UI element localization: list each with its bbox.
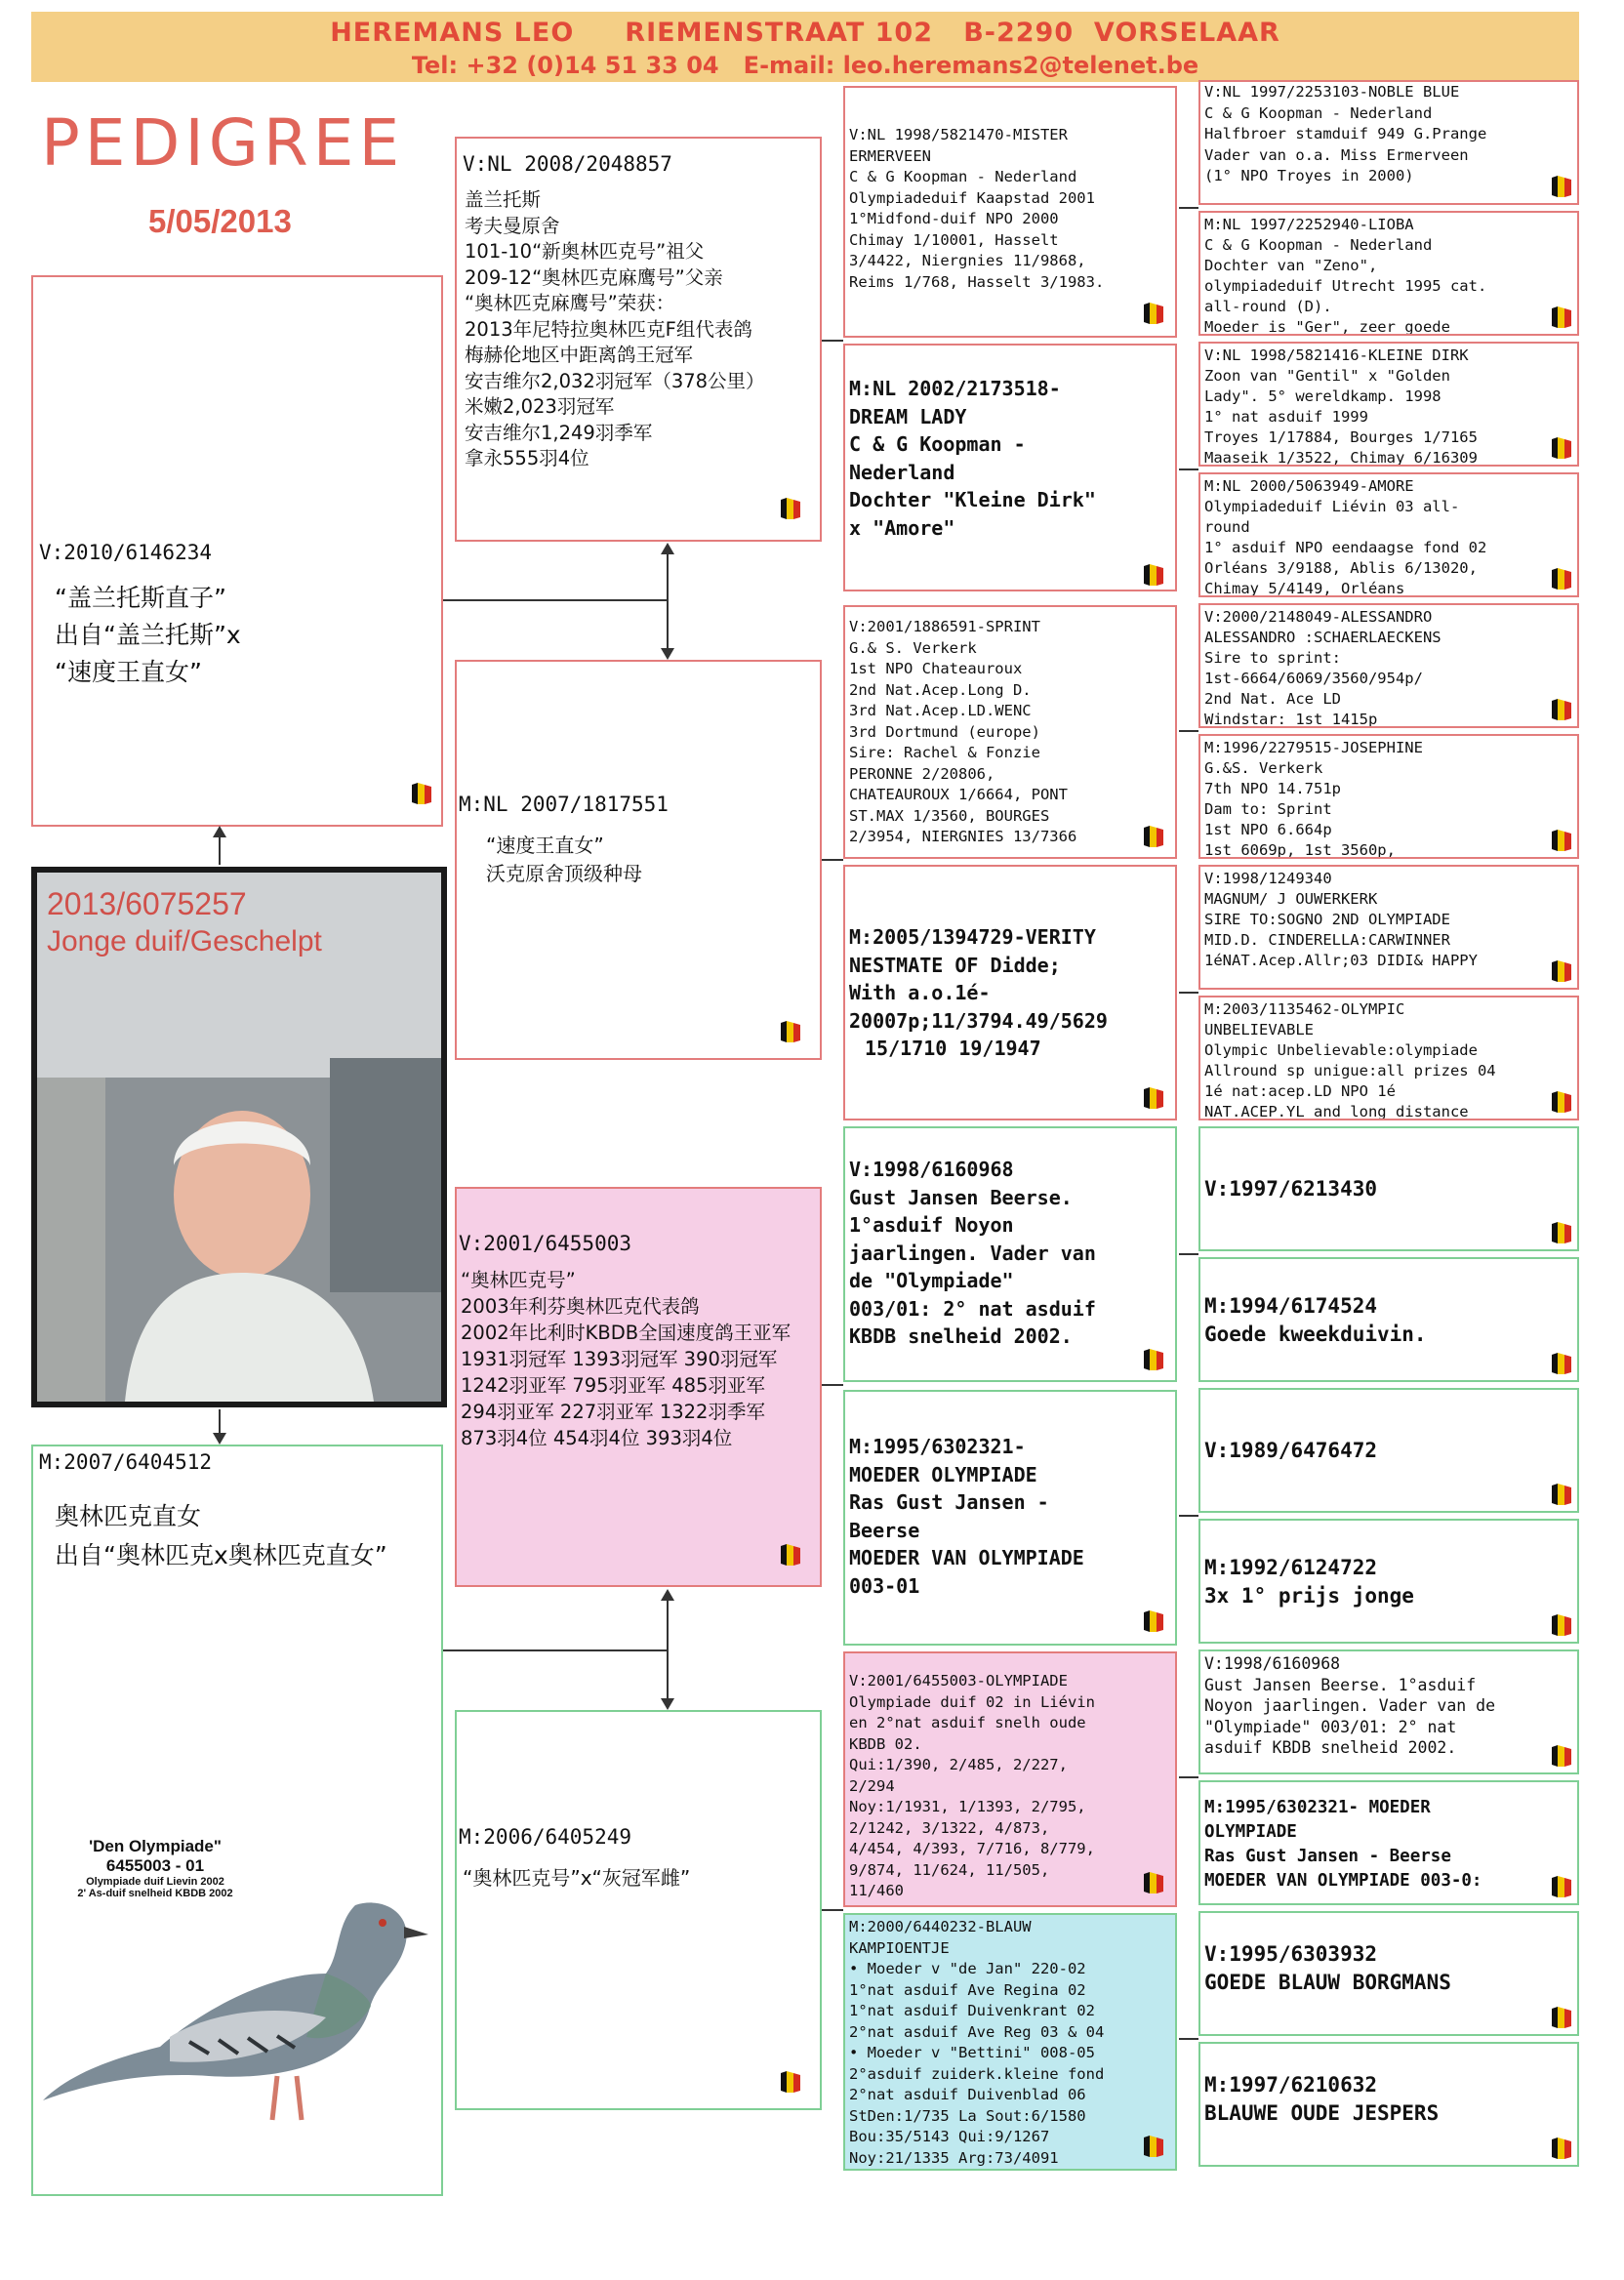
text-line: 1°nat asduif Duivenkrant 02: [849, 2002, 1095, 2019]
text-line: 7th NPO 14.751p: [1204, 780, 1341, 797]
belgian-flag-icon: [1550, 174, 1573, 199]
olympiade-note: Olympiade duif Lievin 2002: [86, 1876, 224, 1888]
belgian-flag-icon: [1142, 1085, 1165, 1111]
text-line: Chimay 5/4149, Orléans: [1204, 580, 1405, 597]
text-line: V:1998/6160968: [1204, 1654, 1341, 1673]
text-line: x "Amore": [849, 515, 955, 540]
belgian-flag-icon: [1550, 1351, 1573, 1376]
text-line: MID.D. CINDERELLA:CARWINNER: [1204, 931, 1450, 949]
connector-line: [1179, 468, 1198, 470]
gen4-card: [1198, 734, 1579, 859]
text-line: M:2000/6440232-BLAUW: [849, 1918, 1032, 1935]
text-line: V:1989/6476472: [1204, 1439, 1378, 1462]
text-line: NAT.ACEP.YL and long distance: [1204, 1103, 1469, 1120]
text-line: Windstar: 1st 1415p: [1204, 711, 1378, 728]
pedigree-date: 5/05/2013: [148, 203, 292, 239]
text-line: V:1998/6160968: [849, 1158, 1014, 1181]
text-line: 2°nat asduif Ave Reg 03 & 04: [849, 2022, 1105, 2041]
gen4-card: [1198, 603, 1579, 728]
breeder-address: HEREMANS LEO RIEMENSTRAAT 102 B-2290 VORSELAAR: [330, 18, 1280, 48]
text-line: 2nd Nat. Ace LD: [1204, 690, 1341, 708]
text-line: 1st 6069p, 1st 3560p,: [1204, 841, 1396, 859]
text-line: Vader van o.a. Miss Ermerveen: [1204, 145, 1469, 164]
sire-line: “速度王直女”: [55, 658, 202, 686]
sire-line: 出自“盖兰托斯”x: [55, 621, 241, 649]
note-line: “奥林匹克号”x“灰冠军雌”: [463, 1866, 691, 1890]
text-line: Dochter van "Zeno",: [1204, 257, 1378, 274]
text-line: Beerse: [849, 1518, 920, 1542]
note-line: “速度王直女”: [486, 834, 604, 857]
arrow-down-icon: [661, 1698, 674, 1710]
text-line: 1°asduif Noyon: [849, 1213, 1014, 1237]
text-line: asduif KBDB snelheid 2002.: [1204, 1738, 1457, 1757]
text-line: 4/454, 4/393, 7/716, 8/779,: [849, 1840, 1095, 1857]
text-line: Dochter "Kleine Dirk": [849, 488, 1096, 511]
arrow-down-icon: [213, 1433, 226, 1445]
connector-line: [1179, 2038, 1198, 2040]
arrow-down-icon: [661, 648, 674, 660]
gen4-text: [1204, 999, 1496, 1120]
note-line: 1931羽冠军 1393羽冠军 390羽冠军: [461, 1348, 778, 1370]
note-line: 1242羽亚军 795羽亚军 485羽亚军: [461, 1374, 765, 1397]
text-line: 3x 1° prijs jonge: [1204, 1584, 1414, 1608]
gen4-card: [1198, 2042, 1579, 2167]
text-line: C & G Koopman - Nederland: [1204, 103, 1433, 122]
gen4-card: [1198, 472, 1579, 597]
text-line: KAMPIOENTJE: [849, 1938, 950, 1957]
gen3-card: [843, 865, 1177, 1120]
dam-sire-notes: [461, 1267, 791, 1451]
sire-card: [31, 275, 443, 827]
belgian-flag-icon: [1550, 958, 1573, 984]
text-line: V:NL 1998/5821470-MISTER: [849, 126, 1068, 143]
connector-line: [443, 599, 668, 601]
gen4-card: [1198, 996, 1579, 1120]
arrow-up-icon: [661, 543, 674, 554]
connector-line: [1179, 1515, 1198, 1517]
text-line: 1st NPO 6.664p: [1204, 821, 1332, 838]
text-line: Qui:1/390, 2/485, 2/227,: [849, 1756, 1068, 1773]
note-line: 拿永555羽4位: [465, 447, 589, 469]
text-line: V:2001/1886591-SPRINT: [849, 618, 1040, 635]
gen3-card: [843, 1390, 1177, 1646]
text-line: en 2°nat asduif snelh oude: [849, 1714, 1086, 1731]
note-line: 209-12“奥林匹克麻鹰号”父亲: [465, 265, 723, 289]
text-line: Olympiadeduif Kaapstad 2001: [849, 188, 1095, 207]
belgian-flag-icon: [1550, 1220, 1573, 1245]
dam-dam-card: [455, 1710, 822, 2110]
text-line: M:1996/2279515-JOSEPHINE: [1204, 739, 1423, 756]
text-line: M:NL 2000/5063949-AMORE: [1204, 477, 1414, 495]
text-line: G.& S. Verkerk: [849, 638, 977, 657]
note-line: 盖兰托斯: [465, 188, 542, 211]
text-line: "Olympiade" 003/01: 2° nat: [1204, 1717, 1457, 1736]
gen4-text: [1204, 2071, 1439, 2128]
dam-dam-notes: [463, 1864, 690, 1893]
text-line: de "Olympiade": [849, 1269, 1014, 1292]
text-line: Olympic Unbelievable:olympiade: [1204, 1041, 1478, 1059]
text-line: Ras Gust Jansen - Beerse: [1204, 1847, 1451, 1866]
dam-line: 奥林匹克直女: [55, 1502, 202, 1530]
belgian-flag-icon: [1550, 1089, 1573, 1115]
text-line: jaarlingen. Vader van: [849, 1241, 1096, 1265]
text-line: M:1997/6210632: [1204, 2073, 1378, 2097]
gen4-text: [1204, 1175, 1377, 1203]
gen3-text: [849, 1917, 1104, 2169]
text-line: Lady". 5° wereldkamp. 1998: [1204, 387, 1441, 405]
text-line: MOEDER OLYMPIADE: [849, 1462, 1037, 1486]
connector-line: [1179, 992, 1198, 994]
text-line: UNBELIEVABLE: [1204, 1021, 1314, 1038]
gen4-card: [1198, 1911, 1579, 2036]
text-line: 003-01: [849, 1573, 920, 1598]
text-line: Maaseik 1/3522, Chimay 6/16309: [1204, 449, 1478, 467]
text-line: MAGNUM/ J OUWERKERK: [1204, 890, 1378, 908]
gen4-text: [1204, 346, 1478, 467]
gen4-text: [1204, 1437, 1377, 1465]
text-line: 2°nat asduif Duivenblad 06: [849, 2086, 1086, 2103]
gen3-card: [843, 86, 1177, 338]
sire-line: “盖兰托斯直子”: [55, 584, 226, 612]
text-line: round: [1204, 518, 1250, 536]
belgian-flag-icon: [1142, 562, 1165, 588]
gen4-card: [1198, 865, 1579, 990]
text-line: Bou:35/5143 Qui:9/1267: [849, 2128, 1050, 2145]
text-line: MOEDER VAN OLYMPIADE 003-0:: [1204, 1871, 1482, 1891]
gen4-card: [1198, 342, 1579, 467]
text-line: Dam to: Sprint: [1204, 800, 1332, 818]
sire-dam-ring: M:NL 2007/1817551: [459, 793, 669, 816]
text-line: Nederland: [849, 460, 955, 484]
connector-line: [667, 549, 669, 654]
gen4-card: [1198, 1388, 1579, 1513]
arrow-up-icon: [213, 826, 226, 837]
note-line: 梅赫伦地区中距离鸽王冠军: [465, 344, 694, 366]
belgian-flag-icon: [1550, 697, 1573, 722]
text-line: • Moeder v "Bettini" 008-05: [849, 2044, 1095, 2061]
gen3-card: [843, 1126, 1177, 1382]
connector-line: [443, 1649, 668, 1651]
gen3-text: [849, 1433, 1084, 1600]
belgian-flag-icon: [1550, 1743, 1573, 1769]
dam-card: [31, 1445, 443, 2196]
dam-sire-card: [455, 1187, 822, 1587]
connector-line: [667, 1595, 669, 1704]
text-line: all-round (D).: [1204, 298, 1332, 315]
text-line: 9/874, 11/624, 11/505,: [849, 1860, 1050, 1879]
text-line: 003/01: 2° nat asduif: [849, 1296, 1096, 1321]
text-line: PERONNE 2/20806,: [849, 764, 995, 783]
note-line: “奥林匹克号”: [461, 1269, 576, 1291]
gen3-text: [849, 1156, 1096, 1351]
text-line: NESTMATE OF Didde;: [849, 953, 1061, 977]
gen4-card: [1198, 1126, 1579, 1251]
belgian-flag-icon: [779, 1542, 802, 1568]
gen3-text: [849, 1671, 1095, 1902]
text-line: Sire: Rachel & Fonzie: [849, 744, 1040, 761]
text-line: 1st NPO Chateauroux: [849, 660, 1023, 677]
text-line: 1é nat:acep.LD NPO 1é: [1204, 1082, 1396, 1100]
note-line: 2002年比利时KBDB全国速度鸽王亚军: [461, 1322, 792, 1344]
text-line: M:2003/1135462-OLYMPIC: [1204, 1000, 1405, 1018]
dam-sire-ring: V:2001/6455003: [459, 1232, 632, 1255]
text-line: ST.MAX 1/3560, BOURGES: [849, 806, 1050, 825]
text-line: M:NL 2002/2173518-: [849, 377, 1061, 400]
gen4-text: [1204, 1554, 1414, 1610]
text-line: 2/1242, 3/1322, 4/873,: [849, 1818, 1050, 1837]
belgian-flag-icon: [1550, 1874, 1573, 1899]
gen4-text: [1204, 869, 1478, 971]
belgian-flag-icon: [410, 781, 433, 806]
text-line: With a.o.1é-: [849, 981, 991, 1004]
gen4-card: [1198, 211, 1579, 336]
text-line: Noy:1/1931, 1/1393, 2/795,: [849, 1798, 1086, 1815]
gen4-text: [1204, 738, 1423, 859]
gen3-card: [843, 344, 1177, 591]
text-line: 1éNAT.Acep.Allr;03 DIDI& HAPPY: [1204, 952, 1478, 969]
belgian-flag-icon: [1142, 1608, 1165, 1634]
text-line: Sire to sprint:: [1204, 649, 1341, 667]
sire-dam-card: [455, 660, 822, 1060]
note-line: 考夫曼原舍: [465, 214, 560, 237]
text-line: 1st-6664/6069/3560/954p/: [1204, 670, 1423, 687]
gen4-text: [1204, 215, 1486, 336]
pigeon-photo-icon: [33, 1837, 443, 2130]
text-line: ALESSANDRO :SCHAERLAECKENS: [1204, 629, 1441, 646]
note-line: 101-10“新奥林匹克号”祖父: [465, 240, 705, 263]
text-line: OLYMPIADE: [1204, 1822, 1297, 1842]
belgian-flag-icon: [1550, 1612, 1573, 1638]
text-line: Noyon jaarlingen. Vader van de: [1204, 1696, 1496, 1715]
text-line: V:2001/6455003-OLYMPIADE: [849, 1672, 1068, 1690]
text-line: 1° asduif NPO eendaagse fond 02: [1204, 539, 1487, 556]
text-line: M:2005/1394729-VERITY: [849, 925, 1096, 949]
text-line: V:NL 1997/2253103-NOBLE BLUE: [1204, 83, 1460, 101]
connector-line: [1179, 730, 1198, 732]
belgian-flag-icon: [1142, 1870, 1165, 1895]
gen3-card: [843, 1913, 1177, 2171]
text-line: Zoon van "Gentil" x "Golden: [1204, 367, 1450, 385]
text-line: StDen:1/735 La Sout:6/1580: [849, 2106, 1086, 2125]
belgian-flag-icon: [1142, 824, 1165, 849]
note-line: 2013年尼特拉奥林匹克F组代表鸽: [465, 317, 752, 341]
text-line: Gust Jansen Beerse.: [849, 1185, 1073, 1209]
subject-photo: [31, 867, 447, 1407]
text-line: olympiadeduif Utrecht 1995 cat.: [1204, 277, 1487, 295]
belgian-flag-icon: [1550, 828, 1573, 853]
sire-ring: V:2010/6146234: [39, 541, 213, 564]
text-line: M:1995/6302321-: [849, 1435, 1026, 1458]
sire-sire-ring: V:NL 2008/2048857: [463, 152, 672, 176]
note-line: 米嫩2,023羽冠军: [465, 395, 615, 418]
text-line: G.&S. Verkerk: [1204, 759, 1323, 777]
text-line: V:NL 1998/5821416-KLEINE DIRK: [1204, 346, 1469, 364]
sire-description: [55, 580, 241, 691]
text-line: Reims 1/768, Hasselt 3/1983.: [849, 272, 1105, 291]
text-line: 3rd Dortmund (europe): [849, 722, 1040, 741]
sire-sire-card: [455, 137, 822, 542]
text-line: Goede kweekduivin.: [1204, 1323, 1427, 1346]
gen3-card: [843, 605, 1177, 859]
text-line: DREAM LADY: [849, 404, 967, 428]
text-line: BLAUWE OUDE JESPERS: [1204, 2101, 1440, 2125]
gen3-text: [849, 617, 1076, 848]
arrow-up-icon: [661, 1589, 674, 1601]
gen4-text: [1204, 1940, 1451, 1997]
gen4-card: [1198, 1649, 1579, 1774]
sire-dam-notes: [486, 832, 642, 888]
page-title: PEDIGREE: [41, 105, 405, 181]
text-line: 2nd Nat.Acep.Long D.: [849, 680, 1032, 699]
text-line: M:NL 1997/2252940-LIOBA: [1204, 216, 1414, 233]
dam-description: [55, 1497, 387, 1575]
breeder-header: [31, 12, 1579, 82]
text-line: Chimay 1/10001, Hasselt: [849, 230, 1059, 249]
text-line: 15/1710 19/1947: [865, 1037, 1041, 1060]
text-line: V:1998/1249340: [1204, 870, 1332, 887]
text-line: Olympiadeduif Liévin 03 all-: [1204, 498, 1460, 515]
belgian-flag-icon: [1550, 2005, 1573, 2030]
text-line: M:1992/6124722: [1204, 1556, 1378, 1579]
text-line: Allround sp unigue:all prizes 04: [1204, 1062, 1496, 1079]
text-line: CHATEAUROUX 1/6664, PONT: [849, 786, 1068, 803]
dam-ring: M:2007/6404512: [39, 1450, 213, 1474]
note-line: “奥林匹克麻鹰号”荣获：: [465, 292, 675, 314]
text-line: Halfbroer stamduif 949 G.Prange: [1204, 125, 1487, 142]
text-line: C & G Koopman - Nederland: [849, 168, 1077, 185]
connector-line: [822, 1384, 843, 1386]
text-line: V:1995/6303932: [1204, 1942, 1378, 1966]
belgian-flag-icon: [1142, 1347, 1165, 1372]
note-line: 2003年利芬奥林匹克代表鸽: [461, 1295, 700, 1318]
gen4-text: [1204, 82, 1486, 187]
olympiade-ring: 6455003 - 01: [105, 1856, 205, 1875]
gen3-text: [849, 923, 1108, 1063]
text-line: (1° NPO Troyes in 2000): [1204, 167, 1414, 184]
subject-ring: 2013/6075257: [47, 886, 247, 921]
belgian-flag-icon: [1550, 435, 1573, 461]
note-line: 安吉维尔1,249羽季军: [465, 421, 653, 444]
gen4-text: [1204, 1796, 1482, 1893]
gen3-text: [849, 125, 1104, 293]
connector-line: [822, 859, 843, 861]
text-line: 1°nat asduif Ave Regina 02: [849, 1980, 1086, 1999]
belgian-flag-icon: [1550, 2136, 1573, 2161]
gen4-card: [1198, 80, 1579, 205]
text-line: Noy:21/1335 Arg:73/4091: [849, 2148, 1059, 2167]
text-line: SIRE TO:SOGNO 2ND OLYMPIADE: [1204, 911, 1450, 928]
text-line: M:1995/6302321- MOEDER: [1204, 1798, 1431, 1817]
text-line: KBDB 02.: [849, 1734, 922, 1753]
text-line: C & G Koopman - Nederland: [1204, 236, 1433, 254]
olympiade-title: 'Den Olympiade": [89, 1837, 222, 1855]
belgian-flag-icon: [779, 1019, 802, 1044]
text-line: Moeder is "Ger", zeer goede: [1204, 318, 1450, 336]
note-line: 294羽亚军 227羽亚军 1322羽季军: [461, 1401, 765, 1423]
gen3-text: [849, 375, 1096, 542]
dam-line: 出自“奥林匹克x奥林匹克直女”: [55, 1541, 387, 1569]
text-line: 1°Midfond-duif NPO 2000: [849, 210, 1059, 227]
gen3-card: [843, 1651, 1177, 1907]
belgian-flag-icon: [779, 2069, 802, 2095]
belgian-flag-icon: [1550, 1482, 1573, 1507]
belgian-flag-icon: [1142, 301, 1165, 326]
gen4-card: [1198, 1257, 1579, 1382]
text-line: Troyes 1/17884, Bourges 1/7165: [1204, 428, 1478, 446]
connector-line: [822, 340, 843, 342]
text-line: Olympiade duif 02 in Liévin: [849, 1692, 1095, 1711]
breeder-contact: Tel: +32 (0)14 51 33 04 E-mail: leo.heremans2@telenet.be: [411, 52, 1199, 79]
gen4-text: [1204, 476, 1486, 597]
gen4-text: [1204, 607, 1441, 728]
text-line: KBDB snelheid 2002.: [849, 1324, 1073, 1348]
text-line: Orléans 3/9188, Ablis 6/13020,: [1204, 559, 1478, 577]
text-line: 20007p;11/3794.49/5629: [849, 1008, 1108, 1033]
subject-description: Jonge duif/Geschelpt: [47, 925, 322, 957]
text-line: 2°asduif zuiderk.kleine fond: [849, 2064, 1105, 2083]
note-line: 安吉维尔2,032羽冠军（378公里）: [465, 369, 765, 392]
text-line: V:2000/2148049-ALESSANDRO: [1204, 608, 1433, 626]
dam-dam-ring: M:2006/6405249: [459, 1825, 632, 1849]
belgian-flag-icon: [1550, 566, 1573, 591]
belgian-flag-icon: [779, 496, 802, 521]
text-line: 3rd Nat.Acep.LD.WENC: [849, 702, 1032, 719]
text-line: Gust Jansen Beerse. 1°asduif: [1204, 1675, 1477, 1694]
connector-line: [822, 1909, 843, 1911]
gen4-card: [1198, 1780, 1579, 1905]
text-line: 3/4422, Niergnies 11/9868,: [849, 252, 1086, 269]
text-line: C & G Koopman -: [849, 432, 1026, 456]
gen4-text: [1204, 1653, 1495, 1759]
connector-line: [1179, 207, 1198, 209]
sire-sire-notes: [465, 187, 765, 472]
text-line: 2/3954, NIERGNIES 13/7366: [849, 828, 1077, 845]
belgian-flag-icon: [1142, 2134, 1165, 2159]
note-line: 沃克原舍顶级种母: [486, 862, 642, 885]
text-line: 11/460: [849, 1882, 904, 1899]
text-line: ERMERVEEN: [849, 146, 931, 165]
gen4-text: [1204, 1292, 1427, 1349]
connector-line: [1179, 1253, 1198, 1255]
text-line: V:1997/6213430: [1204, 1177, 1378, 1201]
text-line: Ras Gust Jansen -: [849, 1490, 1049, 1514]
text-line: 2/294: [849, 1776, 895, 1795]
connector-line: [1179, 1776, 1198, 1778]
belgian-flag-icon: [1550, 305, 1573, 330]
text-line: 1° nat asduif 1999: [1204, 408, 1368, 426]
text-line: MOEDER VAN OLYMPIADE: [849, 1546, 1084, 1569]
gen4-card: [1198, 1519, 1579, 1644]
text-line: GOEDE BLAUW BORGMANS: [1204, 1971, 1451, 1994]
note-line: 873羽4位 454羽4位 393羽4位: [461, 1427, 733, 1449]
text-line: • Moeder v "de Jan" 220-02: [849, 1960, 1086, 1977]
text-line: M:1994/6174524: [1204, 1294, 1378, 1318]
olympiade-note: 2' As-duif snelheid KBDB 2002: [77, 1888, 233, 1899]
